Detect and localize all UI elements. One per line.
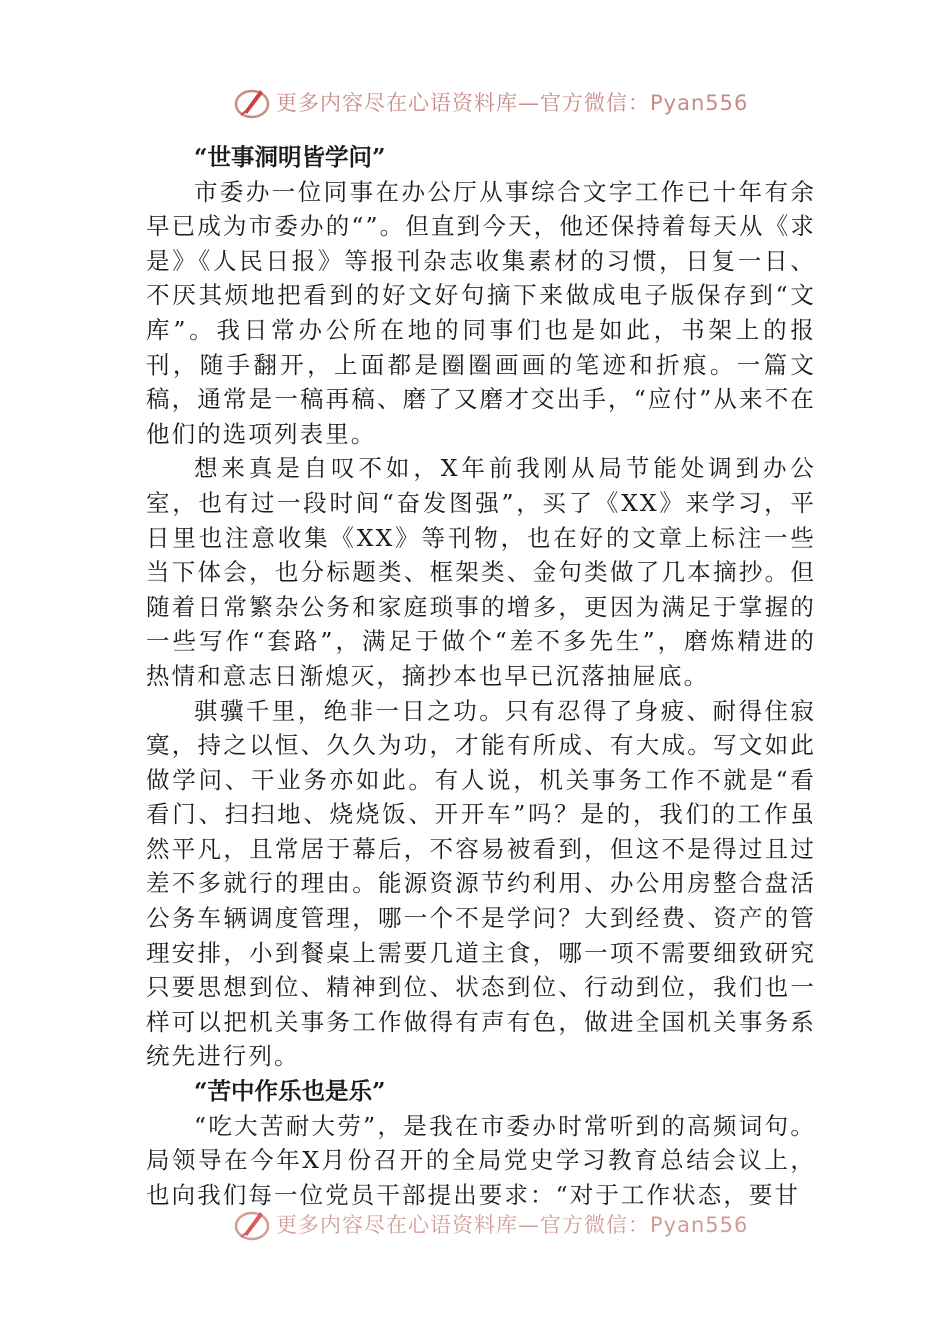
- watermark-text: 更多内容尽在心语资料库—官方微信：Pyan556: [276, 91, 749, 115]
- paragraph: 市委办一位同事在办公厅从事综合文字工作已十年有余早已成为市委办的“”。但直到今天，他还保持着每天从《求是》《人民日报》等报刊杂志收集素材的习惯，日复一日、不厌其烦地把看到的好文好句摘下来做成电子版保存到“文库”。我日常办公所在地的同事们也是如此，书架上的报刊，随手翻开，上面都是圈圈画画的笔迹和折痕。一篇文稿，通常是一稿再稿、磨了又磨才交出手，“应付”从来不在他们的选项列表里。: [146, 177, 816, 448]
- watermark-footer: [232, 1204, 748, 1244]
- section-heading: “世事洞明皆学问”: [194, 143, 386, 171]
- paragraph: 骐骥千里，绝非一日之功。只有忍得了身疲、耐得住寂寞，持之以恒、久久为功，才能有所成、有大成。写文如此做学问、干业务亦如此。有人说，机关事务工作不就是“看看门、扫扫地、烧烧饭、开开车”吗？是的，我们的工作虽然平凡，且常居于幕后，不容易被看到，但这不是得过且过差不多就行的理由。能源资源节约利用、办公用房整合盘活公务车辆调度管理，哪一个不是学问？大到经费、资产的管理安排，小到餐桌上需要几道主食，哪一项不需要细致研究只要思想到位、精神到位、状态到位、行动到位，我们也一样可以把机关事务工作做得有声有色，做进全国机关事务系统先进行列。: [146, 696, 816, 1071]
- paragraph: 想来真是自叹不如，X年前我刚从局节能处调到办公室，也有过一段时间“奋发图强”，买了《XX》来学习，平日里也注意收集《XX》等刊物，也在好的文章上标注一些当下体会，也分标题类、框架类、金句类做了几本摘抄。但随着日常繁杂公务和家庭琐事的增多，更因为满足于掌握的一些写作“套路”，满足于做个“差不多先生”，磨炼精进的热情和意志日渐熄灭，摘抄本也早已沉落抽屉底。: [146, 454, 816, 690]
- section-2: [146, 1074, 816, 1212]
- paragraph: “吃大苦耐大劳”，是我在市委办时常听到的高频词句。局领导在今年X月份召开的全局党史学习教育总结会议上，也向我们每一位党员干部提出要求：“对于工作状态，要甘: [146, 1111, 816, 1209]
- watermark-header: [232, 82, 748, 122]
- quill-logo-icon: [232, 82, 272, 122]
- section-heading: “苦中作乐也是乐”: [194, 1077, 386, 1106]
- section-1: [146, 140, 816, 1074]
- document-body: [146, 140, 816, 1212]
- quill-logo-icon: [232, 1204, 272, 1244]
- watermark-text: 更多内容尽在心语资料库—官方微信：Pyan556: [276, 1213, 749, 1237]
